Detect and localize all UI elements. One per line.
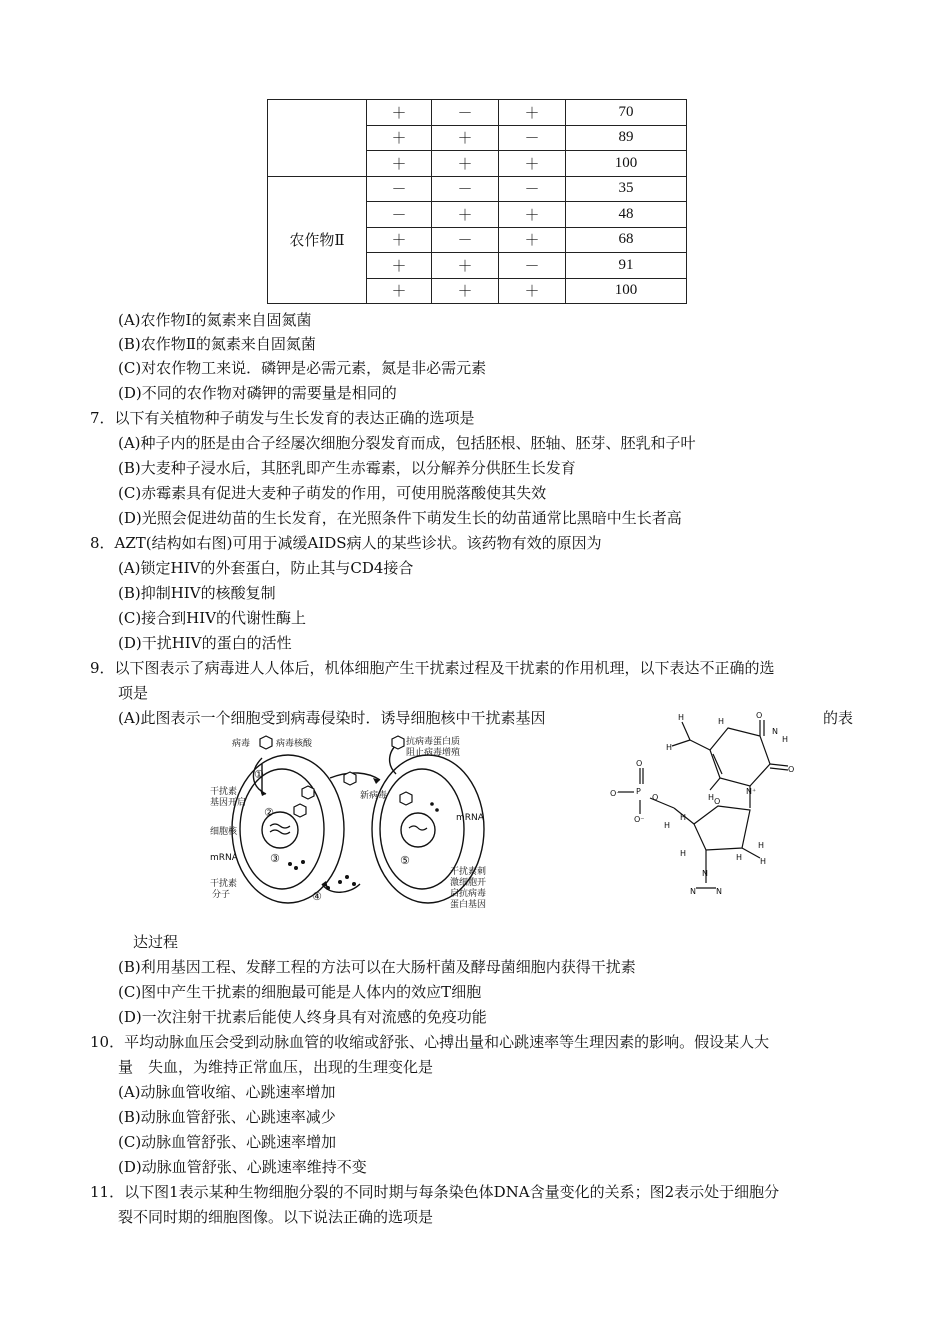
svg-text:干扰素: 干扰素 [210,787,238,797]
virus-icon [294,804,306,817]
svg-text:mRNA: mRNA [210,853,238,863]
q6-option-a: (A)农作物Ⅰ的氮素来自固氮菌 [118,311,312,329]
table-row: ＋ ＋ － 91 [268,253,687,279]
group1-cell [268,100,367,177]
q10-stem-line1: 10．平均动脉血压会受到动脉血管的收缩或舒张、心搏出量和心跳速率等生理因素的影响。假设某人大 [90,1033,770,1051]
svg-text:④: ④ [312,890,322,903]
q9-option-a-tail: 的表 [823,709,854,727]
svg-text:H: H [680,813,687,822]
q10-option-c: (C)动脉血管舒张、心跳速率增加 [118,1133,337,1151]
svg-text:干扰素刺: 干扰素刺 [450,867,487,877]
q9-stem-line1: 9．以下图表示了病毒进人人体后，机体细胞产生干扰素过程及干扰素的作用机理，以下表达不正确的选 [90,659,775,677]
q7-option-c: (C)赤霉素具有促进大麦种子萌发的作用，可使用脱落酸使其失效 [118,484,547,502]
svg-text:O: O [636,759,643,768]
svg-text:干扰素: 干扰素 [210,879,238,889]
q6-option-c: (C)对农作物工来说．磷钾是必需元素，氮是非必需元素 [118,359,487,377]
virus-icon [400,792,412,805]
svg-text:抗病毒蛋白质: 抗病毒蛋白质 [406,737,461,747]
svg-text:H: H [736,853,743,862]
left-cell-inner [240,769,324,889]
svg-text:P: P [636,787,641,796]
svg-text:①: ① [254,768,264,781]
svg-text:N: N [690,887,696,896]
q7-option-a: (A)种子内的胚是由合子经屡次细胞分裂发育而成，包括胚根、胚轴、胚芽、胚乳和子叶 [118,434,696,452]
svg-text:O: O [652,793,659,802]
svg-text:病毒核酸: 病毒核酸 [276,739,313,749]
q9-stem-line2: 项是 [118,684,149,702]
q9-option-b: (B)利用基因工程、发酵工程的方法可以在大肠杆菌及酵母菌细胞内获得干扰素 [118,958,636,976]
svg-text:分子: 分子 [212,890,231,900]
q11-stem-line1: 11．以下图1表示某种生物细胞分裂的不同时期与每条染色体DNA含量变化的关系；图2表示处于细胞分 [90,1183,780,1201]
svg-text:细胞核: 细胞核 [210,827,238,837]
table-row: ＋ ＋ ＋ 100 [268,278,687,304]
q10-stem-line2: 量 失血，为维持正常血压，出现的生理变化是 [118,1058,434,1076]
q7-option-d: (D)光照会促进幼苗的生长发育，在光照条件下萌发生长的幼苗通常比黑暗中生长者高 [118,509,682,527]
group2-label: 农作物Ⅱ [268,176,367,304]
q8-option-b: (B)抑制HIV的核酸复制 [118,584,276,602]
q10-option-a: (A)动脉血管收缩、心跳速率增加 [118,1083,336,1101]
svg-text:H: H [708,793,715,802]
svg-text:⑤: ⑤ [400,854,410,867]
left-cell-outer [232,755,344,903]
svg-text:mRNA: mRNA [456,813,484,823]
svg-text:H: H [680,849,687,858]
table-row: － ＋ ＋ 48 [268,202,687,228]
q9-option-d: (D)一次注射干扰素后能使人终身具有对流感的免疫功能 [118,1008,487,1026]
table-row: ＋ － ＋ 68 [268,227,687,253]
svg-text:基因开启: 基因开启 [210,798,247,808]
q8-option-d: (D)干扰HIV的蛋白的活性 [118,634,292,652]
table-row: ＋ ＋ － 89 [268,125,687,151]
svg-text:H: H [678,713,685,722]
q9-option-a: (A)此图表示一个细胞受到病毒侵染时．诱导细胞核中干扰素基因 [118,709,546,727]
q6-option-b: (B)农作物Ⅱ的氮素来自固氮菌 [118,335,316,353]
svg-text:O: O [714,797,721,806]
fertilizer-table [267,99,687,304]
svg-text:②: ② [264,806,274,819]
svg-text:激细胞开: 激细胞开 [450,878,487,888]
svg-text:H: H [758,841,765,850]
svg-text:启抗病毒: 启抗病毒 [450,889,487,899]
virus-icon [392,736,404,749]
table-row: ＋ － ＋ 70 [268,100,687,126]
svg-text:阻止病毒增殖: 阻止病毒增殖 [406,748,461,758]
virus-icon [302,786,314,799]
svg-text:O⁻: O⁻ [634,815,645,824]
svg-text:H: H [664,821,671,830]
q7-stem: 7．以下有关植物种子萌发与生长发育的表达正确的选项是 [90,409,475,427]
q11-stem-line2: 裂不同时期的细胞图像。以下说法正确的选项是 [118,1208,434,1226]
svg-text:新病毒: 新病毒 [360,791,388,801]
q8-option-a: (A)锁定HIV的外套蛋白，防止其与CD4接合 [118,559,414,577]
q9-option-a-end: 达过程 [133,933,179,951]
q10-option-b: (B)动脉血管舒张、心跳速率减少 [118,1108,336,1126]
svg-text:病毒: 病毒 [232,739,251,749]
svg-text:O: O [756,711,763,720]
q7-option-b: (B)大麦种子浸水后，其胚乳即产生赤霉素，以分解养分供胚生长发育 [118,459,576,477]
svg-text:N⁺: N⁺ [746,787,757,796]
svg-text:蛋白基因: 蛋白基因 [450,900,487,910]
q6-option-d: (D)不同的农作物对磷钾的需要量是相同的 [118,384,397,402]
q10-option-d: (D)动脉血管舒张、心跳速率维持不变 [118,1158,367,1176]
virus-icon [260,736,272,749]
table-row: ＋ ＋ ＋ 100 [268,151,687,177]
svg-text:H: H [718,717,725,726]
svg-text:H: H [760,857,767,866]
azt-structure [610,708,810,898]
q9-option-c: (C)图中产生干扰素的细胞最可能是人体内的效应T细胞 [118,983,482,1001]
svg-text:N: N [772,727,778,736]
virus-icon [344,772,356,785]
svg-text:N: N [716,887,722,896]
svg-text:O: O [788,765,795,774]
svg-text:H: H [782,735,789,744]
table-row: 农作物Ⅱ － － － 35 [268,176,687,202]
svg-text:③: ③ [270,852,280,865]
q8-option-c: (C)接合到HIV的代谢性酶上 [118,609,307,627]
interferon-diagram [210,734,510,924]
svg-text:O⁻: O⁻ [610,789,621,798]
right-nucleus [401,813,435,847]
svg-text:N: N [702,869,708,878]
svg-text:H: H [666,743,673,752]
q8-stem: 8．AZT(结构如右图)可用于减缓AIDS病人的某些诊状。该药物有效的原因为 [90,534,602,552]
